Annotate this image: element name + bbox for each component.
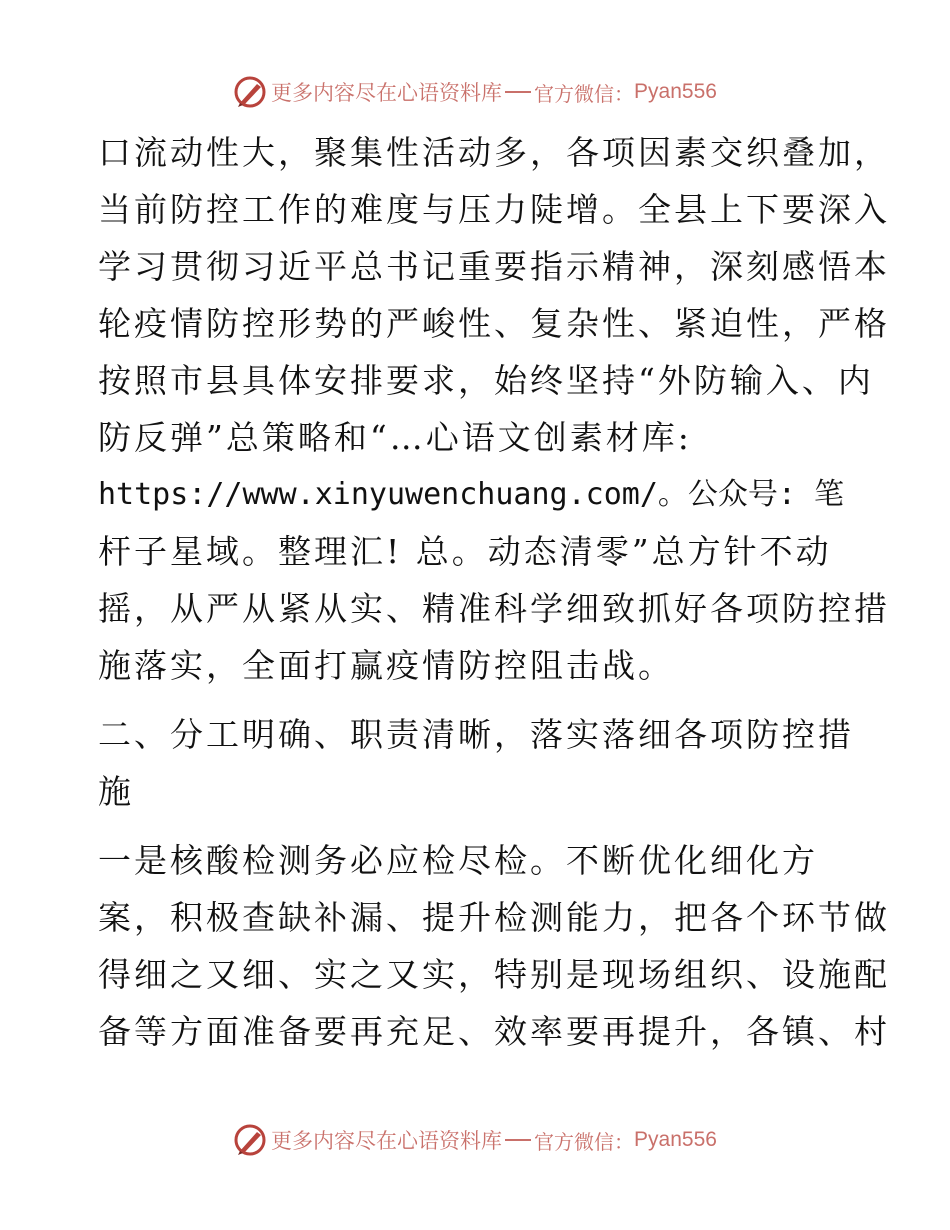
text-line: 口流动性大，聚集性活动多，各项因素交织叠加， [98, 133, 890, 172]
footer-wechat-label: 官方微信： [534, 1129, 635, 1154]
document-body [98, 124, 890, 1060]
text-line: 当前防控工作的难度与压力陡增。全县上下要深入 [98, 190, 890, 229]
header-wechat-label: 官方微信： [534, 81, 635, 106]
text-line: 学习贯彻习近平总书记重要指示精神，深刻感悟本 [98, 247, 890, 286]
text-line: 备等方面准备要再充足、效率要再提升，各镇、村 [98, 1012, 890, 1051]
header-brand-text: 更多内容尽在心语资料库 [271, 81, 503, 105]
text-line: 按照市县具体安排要求，始终坚持“外防输入、内 [98, 361, 874, 400]
pen-logo-icon [233, 1123, 267, 1157]
footer-brand-text: 更多内容尽在心语资料库 [271, 1129, 503, 1153]
heading-line: 二、分工明确、职责清晰，落实落细各项防控措 [98, 715, 854, 754]
paragraph-2 [98, 832, 890, 1060]
text-line: 轮疫情防控形势的严峻性、复杂性、紧迫性，严格 [98, 304, 890, 343]
text-line: 得细之又细、实之又实，特别是现场组织、设施配 [98, 955, 890, 994]
heading-line: 施 [98, 772, 134, 811]
text-line: 案，积极查缺补漏、提升检测能力，把各个环节做 [98, 898, 890, 937]
text-line: 防反弹”总策略和“…心语文创素材库: [98, 418, 692, 457]
text-line: 摇，从严从紧从实、精准科学细致抓好各项防控措 [98, 589, 890, 628]
paragraph-1 [98, 124, 890, 694]
text-line: 一是核酸检测务必应检尽检。不断优化细化方 [98, 841, 818, 880]
footer-wechat-id: Pyan556 [634, 1128, 717, 1151]
section-heading [98, 706, 858, 820]
text-line: 杆子星域。整理汇! 总。动态清零”总方针不动 [98, 532, 832, 571]
header-divider [505, 91, 531, 93]
header-wechat-id: Pyan556 [634, 80, 717, 103]
footer-divider [505, 1139, 531, 1141]
header-banner [0, 72, 950, 112]
text-line: 施落实，全面打赢疫情防控阻击战。 [98, 646, 674, 685]
footer-banner [0, 1120, 950, 1160]
pen-logo-icon [233, 75, 267, 109]
url-line: https://www.xinyuwenchuang.com/。公众号: 笔 [98, 477, 845, 512]
